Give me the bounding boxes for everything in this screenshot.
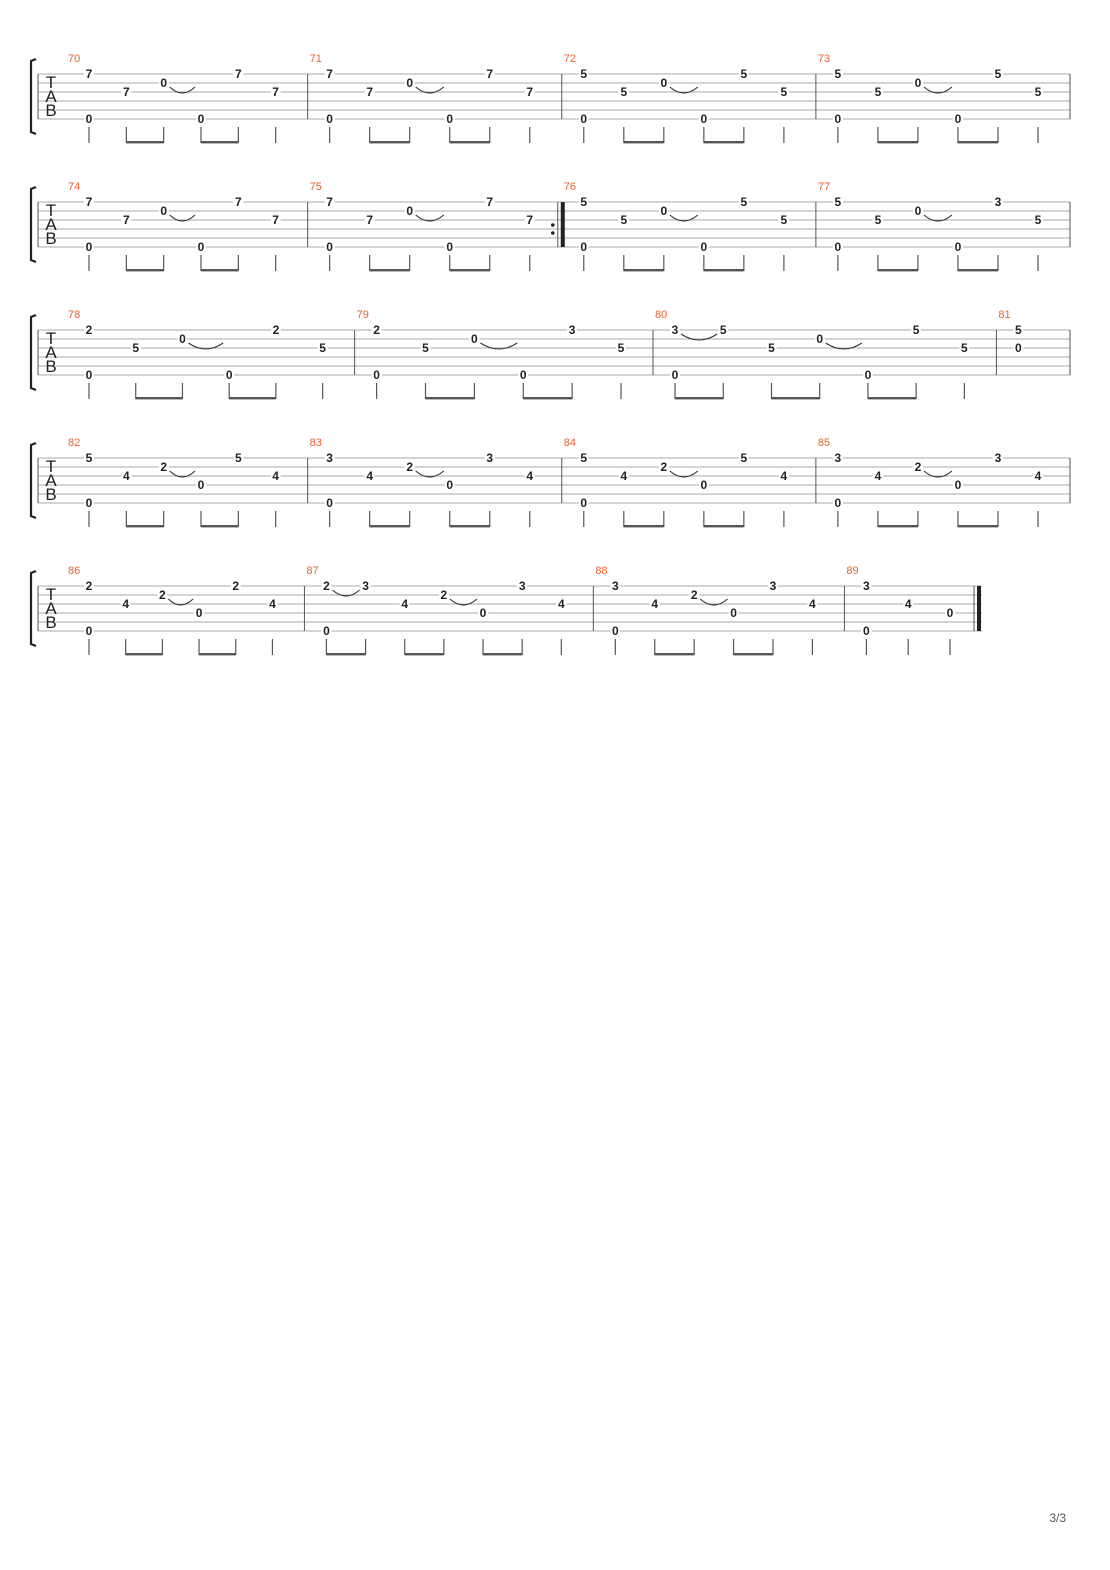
fret-number: 2 xyxy=(440,588,448,602)
fret-number: 7 xyxy=(122,213,130,227)
fret-number: 2 xyxy=(914,460,922,474)
beam xyxy=(878,269,918,271)
fret-number: 2 xyxy=(373,323,380,337)
fret-number: 7 xyxy=(234,67,242,81)
measure-number: 78 xyxy=(68,309,81,321)
fret-number: 4 xyxy=(780,469,788,483)
fret-number: 0 xyxy=(954,112,962,126)
tab-clef-letter: A xyxy=(45,87,57,106)
measure xyxy=(68,53,308,143)
fret-number: 4 xyxy=(651,597,659,611)
tab-clef-letter: T xyxy=(45,73,57,92)
measure-number: 74 xyxy=(68,181,81,193)
fret-number: 0 xyxy=(160,204,168,218)
beam xyxy=(878,525,918,527)
fret-number: 3 xyxy=(611,579,619,593)
system-bracket xyxy=(31,571,36,646)
fret-number: 2 xyxy=(272,323,280,337)
system-bracket xyxy=(31,59,36,134)
fret-number: 5 xyxy=(834,195,842,209)
beam xyxy=(704,269,744,271)
tab-clef-letter: B xyxy=(45,485,57,504)
fret-number: 0 xyxy=(946,606,954,620)
fret-number: 0 xyxy=(326,112,333,126)
fret-number: 3 xyxy=(994,195,1002,209)
beam xyxy=(868,397,916,399)
fret-number: 0 xyxy=(864,368,872,382)
fret-number: 5 xyxy=(1034,213,1042,227)
fret-number: 7 xyxy=(526,213,534,227)
beam xyxy=(450,141,490,143)
fret-number: 5 xyxy=(874,85,882,99)
fret-number: 5 xyxy=(780,213,788,227)
fret-number: 5 xyxy=(580,67,588,81)
beam xyxy=(483,653,522,655)
fret-number: 5 xyxy=(422,341,429,355)
fret-number: 7 xyxy=(85,67,93,81)
beam xyxy=(229,397,276,399)
fret-number: 0 xyxy=(179,332,186,346)
fret-number: 5 xyxy=(620,85,628,99)
fret-number: 0 xyxy=(406,76,414,90)
fret-number: 4 xyxy=(904,597,912,611)
fret-number: 0 xyxy=(160,76,168,90)
measure xyxy=(564,53,816,143)
tab-clef-letter: B xyxy=(45,229,57,248)
beam xyxy=(126,653,163,655)
beam xyxy=(624,525,664,527)
fret-number: 7 xyxy=(272,213,279,227)
measure-number: 81 xyxy=(998,309,1011,321)
fret-number: 0 xyxy=(197,112,205,126)
fret-number: 5 xyxy=(319,341,326,355)
measure-number: 70 xyxy=(68,53,81,65)
tab-system xyxy=(31,565,982,655)
measure-number: 84 xyxy=(563,437,577,449)
fret-number: 0 xyxy=(225,368,233,382)
fret-number: 0 xyxy=(85,240,93,254)
fret-number: 0 xyxy=(580,240,588,254)
measure-number: 80 xyxy=(655,309,668,321)
fret-number: 2 xyxy=(323,579,330,593)
beam xyxy=(201,269,238,271)
measure-number: 73 xyxy=(817,53,831,65)
fret-number: 0 xyxy=(519,368,527,382)
fret-number: 5 xyxy=(1034,85,1042,99)
fret-number: 7 xyxy=(486,67,494,81)
measure xyxy=(68,181,308,271)
measure xyxy=(818,437,1070,527)
measure xyxy=(310,181,565,271)
fret-number: 0 xyxy=(1015,341,1022,355)
beam xyxy=(199,653,236,655)
measure xyxy=(655,309,996,399)
fret-number: 5 xyxy=(620,213,628,227)
fret-number: 0 xyxy=(323,624,330,638)
fret-number: 5 xyxy=(617,341,625,355)
fret-number: 2 xyxy=(690,588,698,602)
fret-number: 5 xyxy=(234,451,242,465)
fret-number: 0 xyxy=(580,496,588,510)
fret-number: 5 xyxy=(740,451,748,465)
fret-number: 2 xyxy=(232,579,240,593)
beam xyxy=(405,653,444,655)
beam xyxy=(624,141,664,143)
beam xyxy=(370,525,410,527)
fret-number: 5 xyxy=(132,341,140,355)
fret-number: 7 xyxy=(234,195,242,209)
fret-number: 7 xyxy=(486,195,494,209)
fret-number: 5 xyxy=(1015,323,1022,337)
fret-number: 0 xyxy=(834,240,842,254)
fret-number: 3 xyxy=(568,323,576,337)
measure-number: 87 xyxy=(306,565,319,577)
beam xyxy=(523,397,572,399)
fret-number: 0 xyxy=(326,240,333,254)
measure xyxy=(998,309,1070,375)
measure-number: 76 xyxy=(563,181,577,193)
final-barline-thick xyxy=(977,586,981,631)
beam xyxy=(704,141,744,143)
measure-number: 86 xyxy=(68,565,81,577)
fret-number: 2 xyxy=(159,588,166,602)
fret-number: 5 xyxy=(740,67,748,81)
fret-number: 5 xyxy=(719,323,727,337)
measure xyxy=(564,437,816,527)
fret-number: 4 xyxy=(557,597,565,611)
fret-number: 0 xyxy=(954,478,962,492)
fret-number: 0 xyxy=(914,204,922,218)
fret-number: 5 xyxy=(994,67,1002,81)
repeat-dot xyxy=(551,223,555,227)
beam xyxy=(771,397,819,399)
beam xyxy=(370,269,410,271)
fret-number: 5 xyxy=(834,67,842,81)
measure-number: 88 xyxy=(595,565,608,577)
fret-number: 2 xyxy=(660,460,668,474)
fret-number: 4 xyxy=(620,469,628,483)
fret-number: 4 xyxy=(122,597,130,611)
fret-number: 0 xyxy=(611,624,619,638)
beam xyxy=(450,269,490,271)
beam xyxy=(958,525,998,527)
beam xyxy=(734,653,773,655)
fret-number: 0 xyxy=(197,478,205,492)
system-bracket xyxy=(31,187,36,262)
measure-number: 77 xyxy=(817,181,831,193)
fret-number: 5 xyxy=(874,213,882,227)
fret-number: 0 xyxy=(834,496,842,510)
fret-number: 2 xyxy=(85,579,93,593)
beam xyxy=(704,525,744,527)
tab-system xyxy=(31,181,1070,271)
fret-number: 5 xyxy=(961,341,968,355)
fret-number: 0 xyxy=(406,204,414,218)
fret-number: 0 xyxy=(471,332,478,346)
fret-number: 0 xyxy=(446,240,454,254)
fret-number: 7 xyxy=(366,213,374,227)
fret-number: 4 xyxy=(809,597,816,611)
beam xyxy=(201,141,238,143)
tab-system xyxy=(31,53,1070,143)
measure xyxy=(310,437,562,527)
measure-number: 82 xyxy=(68,437,81,449)
beam xyxy=(450,525,490,527)
fret-number: 0 xyxy=(85,368,93,382)
fret-number: 0 xyxy=(580,112,588,126)
measure xyxy=(846,565,981,655)
fret-number: 0 xyxy=(446,112,454,126)
fret-number: 4 xyxy=(122,469,130,483)
fret-number: 0 xyxy=(326,496,333,510)
tab-clef-letter: B xyxy=(45,101,57,120)
beam xyxy=(624,269,664,271)
fret-number: 0 xyxy=(730,606,737,620)
fret-number: 7 xyxy=(326,195,333,209)
fret-number: 5 xyxy=(85,451,93,465)
fret-number: 0 xyxy=(660,76,668,90)
beam xyxy=(326,653,365,655)
measure xyxy=(68,309,355,399)
fret-number: 0 xyxy=(197,240,205,254)
fret-number: 3 xyxy=(671,323,679,337)
fret-number: 0 xyxy=(373,368,380,382)
measure xyxy=(306,565,593,655)
tab-system xyxy=(31,309,1070,399)
fret-number: 7 xyxy=(366,85,374,99)
fret-number: 0 xyxy=(85,112,93,126)
fret-number: 3 xyxy=(769,579,777,593)
measure xyxy=(68,565,304,655)
fret-number: 0 xyxy=(700,112,708,126)
fret-number: 0 xyxy=(446,478,454,492)
fret-number: 4 xyxy=(269,597,276,611)
fret-number: 0 xyxy=(863,624,870,638)
measure xyxy=(818,53,1070,143)
fret-number: 5 xyxy=(912,323,920,337)
beam xyxy=(126,141,163,143)
tab-clef-letter: T xyxy=(45,585,57,604)
fret-number: 2 xyxy=(85,323,93,337)
fret-number: 4 xyxy=(874,469,882,483)
fret-number: 7 xyxy=(272,85,279,99)
fret-number: 4 xyxy=(366,469,374,483)
tab-clef-letter: B xyxy=(45,357,57,376)
tab-clef-letter: A xyxy=(45,471,57,490)
repeat-dot xyxy=(551,231,555,235)
fret-number: 0 xyxy=(816,332,824,346)
beam xyxy=(958,269,998,271)
system-bracket xyxy=(31,443,36,518)
measure xyxy=(68,437,308,527)
measure-number: 85 xyxy=(817,437,831,449)
fret-number: 3 xyxy=(486,451,494,465)
beam xyxy=(370,141,410,143)
fret-number: 3 xyxy=(863,579,870,593)
fret-number: 5 xyxy=(740,195,748,209)
tab-system xyxy=(31,437,1070,527)
beam xyxy=(426,397,475,399)
fret-number: 0 xyxy=(195,606,203,620)
repeat-barline-thick xyxy=(561,202,565,247)
fret-number: 0 xyxy=(660,204,668,218)
beam xyxy=(126,269,163,271)
measure-number: 71 xyxy=(309,53,322,65)
fret-number: 7 xyxy=(85,195,93,209)
fret-number: 0 xyxy=(85,624,93,638)
measure-number: 89 xyxy=(846,565,859,577)
measure xyxy=(357,309,653,399)
fret-number: 0 xyxy=(85,496,93,510)
tab-clef-letter: T xyxy=(45,201,57,220)
fret-number: 0 xyxy=(834,112,842,126)
measure xyxy=(564,181,816,271)
tab-clef-letter: A xyxy=(45,343,57,362)
tab-clef-letter: A xyxy=(45,215,57,234)
fret-number: 7 xyxy=(326,67,333,81)
fret-number: 0 xyxy=(914,76,922,90)
fret-number: 0 xyxy=(671,368,679,382)
fret-number: 0 xyxy=(479,606,487,620)
beam xyxy=(136,397,183,399)
measure-number: 83 xyxy=(309,437,322,449)
measure-number: 79 xyxy=(356,309,369,321)
fret-number: 7 xyxy=(526,85,534,99)
tab-clef-letter: T xyxy=(45,329,57,348)
fret-number: 4 xyxy=(401,597,409,611)
beam xyxy=(126,525,163,527)
fret-number: 0 xyxy=(954,240,962,254)
fret-number: 3 xyxy=(362,579,369,593)
fret-number: 4 xyxy=(1034,469,1042,483)
fret-number: 5 xyxy=(768,341,775,355)
beam xyxy=(655,653,694,655)
fret-number: 3 xyxy=(834,451,842,465)
beam xyxy=(878,141,918,143)
measure xyxy=(310,53,562,143)
fret-number: 7 xyxy=(122,85,130,99)
measure xyxy=(818,181,1070,271)
fret-number: 4 xyxy=(526,469,534,483)
system-bracket xyxy=(31,315,36,390)
fret-number: 2 xyxy=(406,460,414,474)
fret-number: 4 xyxy=(272,469,279,483)
fret-number: 3 xyxy=(994,451,1002,465)
fret-number: 2 xyxy=(160,460,168,474)
beam xyxy=(958,141,998,143)
fret-number: 3 xyxy=(518,579,526,593)
tab-clef-letter: B xyxy=(45,613,57,632)
measure-number: 75 xyxy=(309,181,322,193)
beam xyxy=(201,525,238,527)
tab-clef-letter: T xyxy=(45,457,57,476)
beam xyxy=(675,397,723,399)
fret-number: 5 xyxy=(580,195,588,209)
fret-number: 5 xyxy=(580,451,588,465)
fret-number: 0 xyxy=(700,478,708,492)
fret-number: 0 xyxy=(700,240,708,254)
measure-number: 72 xyxy=(563,53,577,65)
measure xyxy=(595,565,844,655)
fret-number: 3 xyxy=(326,451,333,465)
tab-clef-letter: A xyxy=(45,599,57,618)
page-number: 3/3 xyxy=(1049,1511,1066,1525)
fret-number: 5 xyxy=(780,85,788,99)
